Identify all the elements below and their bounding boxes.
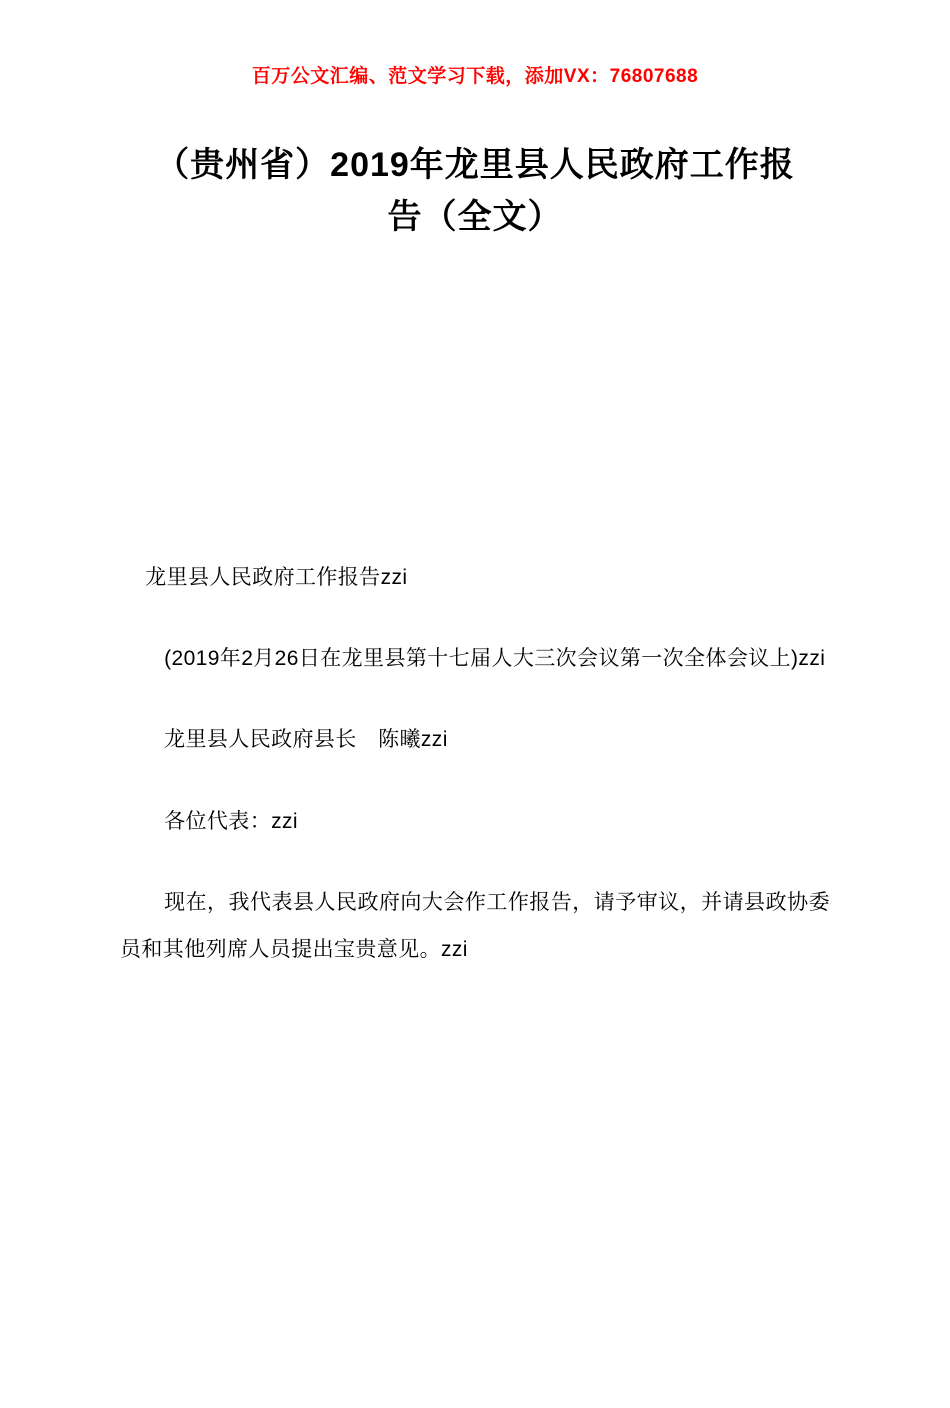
watermark-banner: 百万公文汇编、范文学习下载，添加VX：76807688: [251, 66, 699, 87]
document-page: [0, 64, 950, 1408]
paragraph-opening: 现在，我代表县人民政府向大会作工作报告，请予审议，并请县政协委员和其他列席人员提出宝贵意见。zzi: [120, 890, 830, 962]
paragraph-speaker: 龙里县人民政府县长 陈曦zzi: [164, 728, 448, 752]
paragraph-report-name: 龙里县人民政府工作报告zzi: [145, 565, 408, 589]
page-title: （贵州省）2019年龙里县人民政府工作报告（全文）: [155, 145, 795, 237]
document-body: [120, 554, 830, 974]
paragraph-session-info: (2019年2月26日在龙里县第十七届人大三次会议第一次全体会议上)zzi: [164, 647, 826, 671]
paragraph-salutation: 各位代表：zzi: [164, 809, 298, 833]
